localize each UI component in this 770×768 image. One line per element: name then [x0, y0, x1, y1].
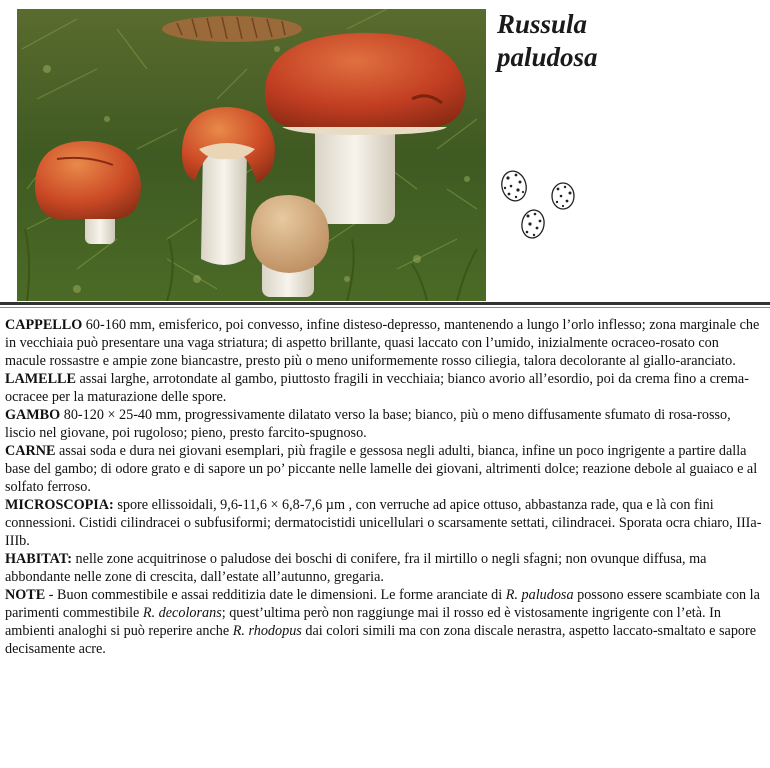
mushroom-photo: [17, 9, 486, 301]
page-title: [497, 8, 598, 74]
section-body: 60-160 mm, emisferico, poi convesso, infine disteso-depresso, mantenendo a lungo l’orlo inflesso; zona marginale che in vecchiaia può presentare una vaga striatura; di aspetto brillante, quasi laccato con l’umido, inizialmente ocraceo-rosato con macule rossastre e ampie zone biancastre, presto più o meno uniformemente rosso ciliegia, talora decolorante al giallo-aranciato.: [5, 317, 760, 369]
section-label: LAMELLE: [5, 371, 76, 387]
note-text: possono essere scambiate con la parimenti commestibile: [5, 587, 760, 621]
section-label: GAMBO: [5, 407, 61, 423]
section-body: assai larghe, arrotondate al gambo, piuttosto fragili in vecchiaia; bianco avorio all’esordio, poi da crema fino a crema-ocracee per la maturazione delle spore.: [5, 371, 749, 405]
divider-thick: [0, 302, 770, 305]
spore-icon: [520, 208, 547, 239]
title-species: paludosa: [497, 42, 598, 72]
spore-illustration: [496, 162, 586, 248]
section-note: [5, 586, 763, 658]
section-label: CAPPELLO: [5, 317, 83, 333]
section-label: MICROSCOPIA:: [5, 497, 114, 513]
section-microscopia: [5, 496, 763, 550]
section-label: CARNE: [5, 443, 56, 459]
section-body: nelle zone acquitrinose o paludose dei boschi di conifere, fra il mirtillo o negli sfagni; non ovunque diffusa, ma abbondante nelle zone di crescita, dall’estate all’autunno, gregaria.: [5, 551, 707, 585]
species-name: R. rhodopus: [232, 623, 302, 639]
divider-thin: [0, 307, 770, 308]
note-text: - Buon commestibile e assai redditizia date le dimensioni. Le forme aranciate di: [45, 587, 506, 603]
title-genus: Russula: [497, 9, 588, 39]
section-body: 80-120 × 25-40 mm, progressivamente dilatato verso la base; bianco, più o meno diffusamente sfumato di rosa-rosso, liscio nel giovane, poi rugoloso; pieno, presto farcito-spugnoso.: [5, 407, 731, 441]
section-body: assai soda e dura nei giovani esemplari, più fragile e gessosa negli adulti, bianca, infine un poco ingrigente a partire dalla base del gambo; di odore grato e di sapore un po’ piccante nelle lamelle dei giovani, altrimenti dolce; reazione debole al guaiaco e al solfato ferroso.: [5, 443, 758, 495]
section-carne: [5, 442, 763, 496]
description-text: [5, 316, 763, 658]
section-cappello: [5, 316, 763, 370]
note-text: dai colori simili ma con zona discale nerastra, aspetto laccato-smaltato e sapore decisamente acre.: [5, 623, 757, 657]
mushroom-photo-svg: [17, 9, 486, 301]
section-body: spore ellissoidali, 9,6-11,6 × 6,8-7,6 µm , con verruche ad apice ottuso, abbastanza rade, qua e là con fini connessioni. Cistidi cilindracei o subfusiformi; dermatocistidi unicellulari o scarsamente settati, cilindracei. Sporata ocra chiaro, IIIa-IIIb.: [5, 497, 762, 549]
note-text: ; quest’ultima però non raggiunge mai il rosso ed è vistosamente ingrigente con l’età. In ambienti analoghi si può reperire anche: [5, 605, 721, 639]
species-name: R. decolorans: [142, 605, 222, 621]
section-label: HABITAT:: [5, 551, 72, 567]
section-label: NOTE: [5, 587, 46, 603]
section-gambo: [5, 406, 763, 442]
spore-icon: [499, 168, 530, 203]
spore-icon: [552, 183, 574, 209]
section-habitat: [5, 550, 763, 586]
section-lamelle: [5, 370, 763, 406]
species-name: R. paludosa: [505, 587, 574, 603]
